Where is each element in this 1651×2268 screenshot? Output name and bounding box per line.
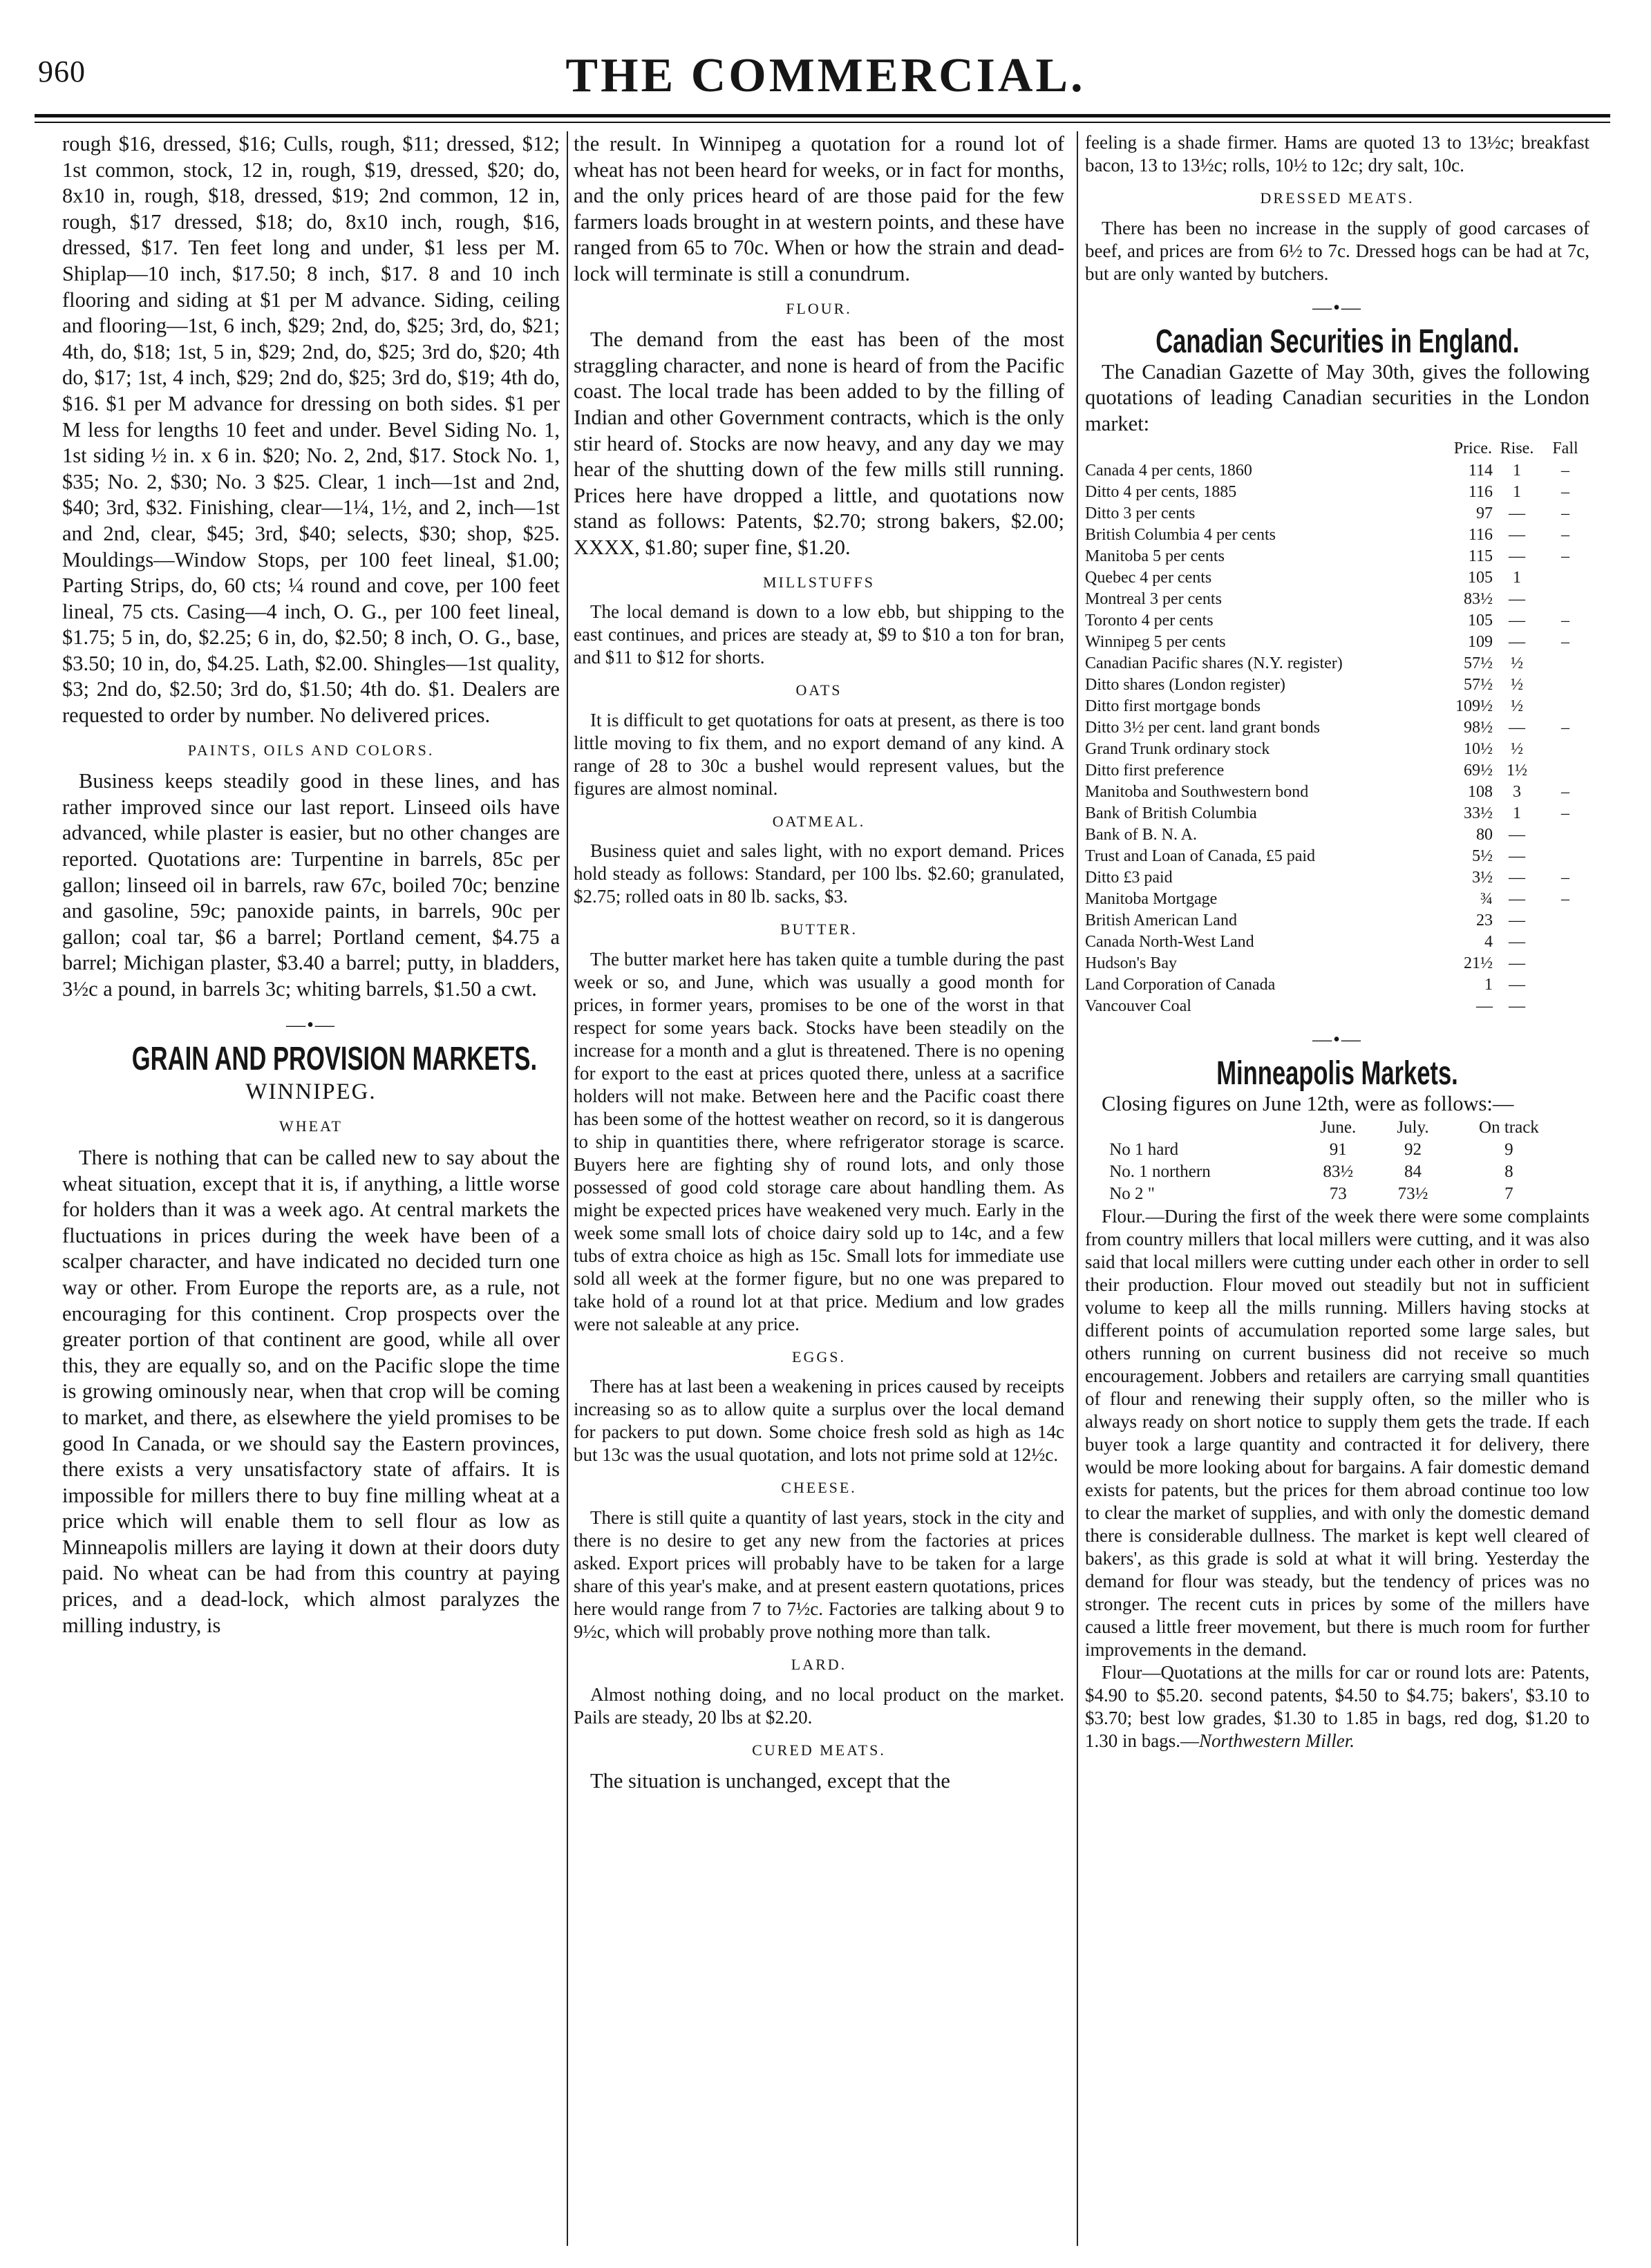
column-header: July. xyxy=(1397,1118,1429,1137)
security-name: Vancouver Coal xyxy=(1085,996,1191,1015)
column-1 xyxy=(62,131,560,2260)
wheat-june: 83½ xyxy=(1323,1162,1354,1182)
securities-row xyxy=(1085,460,1589,482)
column-divider xyxy=(1077,131,1078,2246)
security-rise: — xyxy=(1509,825,1525,844)
wheat-continued-text: the result. In Winnipeg a quotation for a round lot of wheat has not been heard for weeks, or in fact for months, and the only prices heard of are those paid for the few farmers loads brought in at western points, and these have ranged from 65 to 70c. When or how the strain and dead-lock will terminate is still a conundrum. xyxy=(574,132,1064,285)
source-credit: Northwestern Miller. xyxy=(1199,1730,1355,1752)
wheat-track: 8 xyxy=(1504,1162,1513,1182)
security-fall xyxy=(1541,910,1589,932)
security-price: 57½ xyxy=(1464,675,1493,694)
grain-provision-heading: GRAIN AND PROVISION MARKETS. xyxy=(131,1041,538,1078)
security-name: Montreal 3 per cents xyxy=(1085,589,1222,608)
security-rise: — xyxy=(1509,889,1525,908)
security-rise: ½ xyxy=(1511,675,1523,694)
security-rise: — xyxy=(1509,547,1525,565)
security-name: Ditto 4 per cents, 1885 xyxy=(1085,482,1237,501)
column-header: Rise. xyxy=(1500,439,1534,457)
cured-meats-heading: CURED MEATS. xyxy=(752,1741,886,1759)
security-fall: – xyxy=(1561,611,1569,630)
security-rise: — xyxy=(1509,718,1525,737)
security-price: 116 xyxy=(1468,482,1493,501)
security-price: 10½ xyxy=(1464,739,1493,758)
column-header: On track xyxy=(1479,1118,1539,1137)
paints-heading: PAINTS, OILS AND COLORS. xyxy=(187,741,435,759)
security-price: ¾ xyxy=(1480,889,1493,908)
security-rise: — xyxy=(1509,525,1525,544)
security-name: Quebec 4 per cents xyxy=(1085,568,1212,587)
oats-text: It is difficult to get quotations for oats at present, as there is too little moving to fix them, and no export demand of any kind. A range of 28 to 30c a bushel would represent values, but the figures are almost nominal. xyxy=(574,709,1064,799)
millstuffs-heading: MILLSTUFFS xyxy=(762,573,876,591)
security-fall: – xyxy=(1561,632,1569,651)
security-rise: 1½ xyxy=(1507,761,1527,779)
security-price: 4 xyxy=(1484,932,1493,951)
eggs-heading: EGGS. xyxy=(792,1348,846,1365)
cheese-heading: CHEESE. xyxy=(781,1479,857,1497)
column-header: Fall xyxy=(1552,439,1578,457)
security-price: 5½ xyxy=(1472,847,1493,865)
security-fall: – xyxy=(1561,461,1569,480)
security-rise: 1 xyxy=(1513,461,1521,480)
securities-intro: The Canadian Gazette of May 30th, gives the following quotations of leading Canadian securities in the London market: xyxy=(1085,359,1589,435)
security-rise: — xyxy=(1509,504,1525,522)
security-rise: — xyxy=(1509,911,1525,929)
minneapolis-table xyxy=(1105,1117,1569,1205)
wheat-grade: No 2 " xyxy=(1109,1184,1155,1204)
security-fall: – xyxy=(1561,547,1569,565)
butter-heading: BUTTER. xyxy=(780,920,858,938)
wheat-grade: No 1 hard xyxy=(1109,1140,1179,1160)
minneapolis-row xyxy=(1105,1183,1569,1205)
security-name: Toronto 4 per cents xyxy=(1085,611,1214,630)
security-price: 3½ xyxy=(1472,868,1493,887)
column-2 xyxy=(574,131,1064,2260)
section-ornament: —•— xyxy=(1312,296,1362,319)
wheat-june: 73 xyxy=(1329,1184,1347,1204)
cured-meats-text: The situation is unchanged, except that the xyxy=(590,1769,950,1793)
security-name: Manitoba and Southwestern bond xyxy=(1085,782,1309,801)
security-fall: – xyxy=(1561,482,1569,501)
security-price: 108 xyxy=(1468,782,1493,801)
wheat-july: 92 xyxy=(1404,1140,1422,1160)
security-fall: – xyxy=(1561,504,1569,522)
lumber-prices-text: rough $16, dressed, $16; Culls, rough, $11; dressed, $12; 1st common, stock, 12 in, rough, $19, dressed, $20; do, 8x10 in, rough, $18, dressed, $19; 2nd common, 12 in, rough, $17 dressed, $18; do, 8x10 inch, rough, $16, dressed, $17. Ten feet long and under, $1 less per M. Shiplap—10 inch, $17.50; 8 inch, $17. 8 and 10 inch flooring and siding at $1 per M advance. Siding, ceiling and flooring—1st, 6 inch, $29; 2nd, do, $25; 3rd, do, $21; 4th, do, $18; 1st, 5 in, $29; 2nd, do, $25; 3rd do, $20; 4th do, $17; 1st, 4 inch, $29; 2nd do, $25; 3rd do, $19; 4th do, $16. $1 per M advance for dressing on both sides. $1 per M less for lengths 10 feet and under. Bevel Siding No. 1, 1st siding ½ in. x 6 in. $20; No. 2, 2nd, $17. Stock No. 1, $35; No. 2, $30; No. 3 $25. Clear, 1 inch—1st and 2nd, $40; 3rd, $32. Finishing, clear—1¼, 1½, and 2, inch—1st and 2nd, clear, $45; 3rd, $40; selects, $30; shop, $25. Mouldings—Window Stops, per 100 feet lineal, $1.00; Parting Strips, do, 60 cts; ¼ round and cove, per 100 feet lineal, 75 cts. Casing—4 inch, O. G., per 100 feet lineal, $1.75; 5 in, do, $2.25; 6 in, do, $2.50; 8 inch, O. G., base, $3.50; 10 in, do, $4.25. Lath, $2.00. Shingles—1st quality, $3; 2nd do, $2.50; 3rd do, $1.50; 4th do. $1. Dealers are requested to order by number. No delivered prices. xyxy=(62,132,560,728)
security-price: 109 xyxy=(1468,632,1493,651)
security-rise: — xyxy=(1509,611,1525,630)
security-rise: — xyxy=(1509,847,1525,865)
security-fall xyxy=(1541,739,1589,760)
security-name: Ditto shares (London register) xyxy=(1085,675,1285,694)
security-price: 80 xyxy=(1476,825,1493,844)
security-name: Bank of British Columbia xyxy=(1085,804,1257,822)
securities-row xyxy=(1085,824,1589,846)
flour-text: The demand from the east has been of the most straggling character, and none is heard of from the Pacific coast. The local trade has been added to by the filling of Indian and other Government contracts, which is the only stir heard of. Stocks are now heavy, and any day we may hear of the shutting down of the few mills still running. Prices here have dropped a little, and quotations now stand as follows: Patents, $2.70; strong bakers, $2.00; XXXX, $1.80; super fine, $1.20. xyxy=(574,328,1064,559)
column-divider xyxy=(567,131,568,2246)
minneapolis-heading: Minneapolis Markets. xyxy=(1216,1055,1458,1093)
security-name: Ditto 3 per cents xyxy=(1085,504,1196,522)
masthead: THE COMMERCIAL. xyxy=(565,49,1086,102)
column-header: June. xyxy=(1320,1118,1357,1137)
security-fall: – xyxy=(1561,889,1569,908)
security-name: Hudson's Bay xyxy=(1085,954,1177,972)
dressed-meats-text: There has been no increase in the supply of good carcases of beef, and prices are from 6½ to 7c. Dressed hogs can be had at 7c, but are only wanted by butchers. xyxy=(1085,217,1589,284)
securities-row xyxy=(1085,589,1589,610)
millstuffs-text: The local demand is down to a low ebb, but shipping to the east continues, and prices are steady at, $9 to $10 a ton for bran, and $11 to $12 for shorts. xyxy=(574,601,1064,668)
security-name: Bank of B. N. A. xyxy=(1085,825,1197,844)
wheat-track: 7 xyxy=(1504,1184,1513,1204)
securities-row xyxy=(1085,503,1589,525)
securities-row xyxy=(1085,953,1589,974)
column-header: Price. xyxy=(1453,439,1492,457)
securities-row xyxy=(1085,632,1589,653)
security-rise: — xyxy=(1509,932,1525,951)
minneapolis-row xyxy=(1105,1139,1569,1161)
security-fall xyxy=(1541,589,1589,610)
securities-row xyxy=(1085,525,1589,546)
security-fall: – xyxy=(1561,525,1569,544)
security-fall xyxy=(1541,760,1589,782)
security-name: British American Land xyxy=(1085,911,1237,929)
security-name: British Columbia 4 per cents xyxy=(1085,525,1276,544)
wheat-july: 84 xyxy=(1404,1162,1422,1182)
oats-heading: OATS xyxy=(795,681,842,699)
column-3 xyxy=(1085,131,1589,2260)
security-fall xyxy=(1541,846,1589,867)
eggs-text: There has at last been a weakening in prices caused by receipts increasing so as to allow quite a surplus over the local demand for packers to put down. Some choice fresh sold as high as 14c but 13c was the usual quotation, and lots not prime sold at 12½c. xyxy=(574,1376,1064,1466)
security-price: 114 xyxy=(1468,461,1493,480)
minneapolis-rows xyxy=(1105,1139,1569,1205)
securities-row xyxy=(1085,889,1589,910)
security-name: Canada North-West Land xyxy=(1085,932,1254,951)
winnipeg-heading: WINNIPEG. xyxy=(245,1079,377,1104)
security-rise: ½ xyxy=(1511,697,1523,715)
minneapolis-header-row xyxy=(1105,1117,1569,1139)
security-fall xyxy=(1541,696,1589,717)
security-name: Ditto first preference xyxy=(1085,761,1225,779)
securities-row xyxy=(1085,760,1589,782)
security-fall xyxy=(1541,824,1589,846)
security-fall xyxy=(1541,974,1589,996)
security-rise: — xyxy=(1509,975,1525,994)
header-rule-thin xyxy=(35,122,1610,123)
securities-table xyxy=(1085,437,1589,1017)
wheat-june: 91 xyxy=(1329,1140,1347,1160)
securities-row xyxy=(1085,696,1589,717)
security-rise: 3 xyxy=(1513,782,1521,801)
security-price: 97 xyxy=(1476,504,1493,522)
security-name: Canada 4 per cents, 1860 xyxy=(1085,461,1252,480)
security-rise: — xyxy=(1509,632,1525,651)
security-price: 105 xyxy=(1468,611,1493,630)
paints-text: Business keeps steadily good in these lines, and has rather improved since our last report. Linseed oils have advanced, while plaster is easier, but no other changes are reported. Quotations are: Turpentine in barrels, 85c per gallon; linseed oil in barrels, raw 67c, boiled 70c; benzine and gasoline, 59c; panoxide paints, in barrels, 90c per gallon; coal tar, $6 a barrel; Portland cement, $4.75 a barrel; Michigan plaster, $3.40 a barrel; putty, in bladders, 3½c a pound, in barrels 3c; whiting barrels, $1.50 a cwt. xyxy=(62,769,560,1001)
security-fall xyxy=(1541,674,1589,696)
securities-row xyxy=(1085,717,1589,739)
security-fall: – xyxy=(1561,804,1569,822)
wheat-track: 9 xyxy=(1504,1140,1513,1160)
security-rise: 1 xyxy=(1513,482,1521,501)
security-name: Land Corporation of Canada xyxy=(1085,975,1276,994)
security-price: 69½ xyxy=(1464,761,1493,779)
page-number: 960 xyxy=(38,55,86,88)
dressed-meats-heading: DRESSED MEATS. xyxy=(1260,189,1415,207)
security-price: — xyxy=(1476,996,1493,1015)
minneapolis-flour-text: Flour.—During the first of the week there were some complaints from country millers that local millers were cutting, and it was also said that local millers were cutting under each other in order to sell their production. Flour moved out steadily but not in sufficient volume to keep all the mills running. Millers having stocks at different points of accumulation reported some large sales, but others running on current business did not receive so much encouragement. Jobbers and retailers are carrying small quantities of flour and renewing their supply often, so the miller who is always ready on short notice to supply them gets the trade. If each buyer took a large quantity and contracted it for delivery, there would be more looking about for bargains. A fair domestic demand exists for patents, but the prices for them abroad continue too low to clear the market of supplies, and with only the domestic demand there is considerable dullness. The market is kept well cleared of bakers', as this grade is sold at what it will bring. Yesterday the demand for flour was steady, but the tendency of prices was no stronger. The recent cuts in prices by some of the millers have caused a little freer movement, but there is much room for further improvements in the demand. xyxy=(1085,1206,1589,1661)
security-rise: ½ xyxy=(1511,654,1523,672)
securities-row xyxy=(1085,653,1589,674)
security-fall: – xyxy=(1561,782,1569,801)
section-ornament: —•— xyxy=(1312,1028,1362,1050)
security-fall: – xyxy=(1561,718,1569,737)
security-rise: — xyxy=(1509,868,1525,887)
minneapolis-intro: Closing figures on June 12th, were as follows:— xyxy=(1102,1091,1514,1115)
security-price: 98½ xyxy=(1464,718,1493,737)
security-price: 109½ xyxy=(1455,697,1493,715)
security-price: 115 xyxy=(1468,547,1493,565)
securities-row xyxy=(1085,932,1589,953)
securities-row xyxy=(1085,674,1589,696)
security-name: Winnipeg 5 per cents xyxy=(1085,632,1226,651)
security-fall xyxy=(1541,953,1589,974)
wheat-grade: No. 1 northern xyxy=(1109,1162,1211,1182)
security-price: 57½ xyxy=(1464,654,1493,672)
security-name: Trust and Loan of Canada, £5 paid xyxy=(1085,847,1316,865)
security-price: 21½ xyxy=(1464,954,1493,972)
securities-row xyxy=(1085,782,1589,803)
security-price: 105 xyxy=(1468,568,1493,587)
security-rise: — xyxy=(1509,996,1525,1015)
securities-row xyxy=(1085,910,1589,932)
security-name: Ditto first mortgage bonds xyxy=(1085,697,1261,715)
oatmeal-text: Business quiet and sales light, with no export demand. Prices hold steady as follows: Standard, per 100 lbs. $2.60; granulated, $2.75; rolled oats in 80 lb. sacks, $3. xyxy=(574,840,1064,907)
securities-row xyxy=(1085,739,1589,760)
security-fall xyxy=(1541,932,1589,953)
butter-text: The butter market here has taken quite a tumble during the past week or so, and June, which was usually a good month for prices, in former years, promises to be one of the worst in that respect for some years back. Stocks have been steadily on the increase for a month and a glut is threatened. There is no opening for export to the east at prices quoted there, unless at a sacrifice holders will not make. Between here and the Pacific coast there has been some of the hottest weather on record, so it is dangerous to ship in quantities there, where refrigerator storage is scarce. Buyers here are fighting shy of round lots, and only those possessed of good cold storage care about handling them. As might be expected prices have weakened very much. Early in the week some small lots of choice dairy sold up to 14c, and a few tubs of extra choice as high as 15c. Small lots for immediate use sold all week at the former figure, but no one was prepared to take hold of a round lot at that price. Medium and low grades were not saleable at any price. xyxy=(574,948,1064,1334)
securities-row xyxy=(1085,846,1589,867)
security-name: Manitoba Mortgage xyxy=(1085,889,1218,908)
wheat-july: 73½ xyxy=(1397,1184,1428,1204)
securities-row xyxy=(1085,546,1589,567)
security-name: Ditto £3 paid xyxy=(1085,868,1173,887)
lard-heading: LARD. xyxy=(791,1656,847,1674)
securities-row xyxy=(1085,803,1589,824)
wheat-text: There is nothing that can be called new to say about the wheat situation, except that it is, if anything, a little worse for holders than it was a week ago. At central markets the fluctuations in prices during the week have been of a scalper character, and have indicated no decided turn one way or other. From Europe the reports are, as a rule, not encouraging for this continent. Crop prospects over the greater portion of that continent are good, while all over this, they are equally so, and on the Pacific slope the time is growing ominously near, when that crop will be coming to market, and there, as elsewhere the yield promises to be good In Canada, or we should say the Eastern provinces, there exists a very unsatisfactory state of affairs. It is impossible for millers there to buy fine milling wheat at a price which will enable them to sell flour as low as Minneapolis millers are laying it down at their doors duty paid. No wheat can be had from this country at paying prices, and a dead-lock, which almost paralyzes the milling industry, is xyxy=(62,1145,560,1637)
securities-row xyxy=(1085,974,1589,996)
security-name: Canadian Pacific shares (N.Y. register) xyxy=(1085,654,1343,672)
securities-row xyxy=(1085,996,1589,1017)
security-name: Grand Trunk ordinary stock xyxy=(1085,739,1270,758)
header-rule xyxy=(35,114,1610,117)
security-fall xyxy=(1541,567,1589,589)
flour-heading: FLOUR. xyxy=(786,299,852,317)
cheese-text: There is still quite a quantity of last years, stock in the city and there is no desire to get any new from the factories at prices asked. Export prices will probably have to be taken for a large share of this year's make, and at present eastern quotations, prices here would range from 7 to 7½c. Factories are talking about 9 to 9½c, which will probably prove nothing more than talk. xyxy=(574,1507,1064,1643)
lard-text: Almost nothing doing, and no local product on the market. Pails are steady, 20 lbs at $2.20. xyxy=(574,1683,1064,1728)
securities-header-row xyxy=(1085,437,1589,460)
securities-row xyxy=(1085,610,1589,632)
security-rise: — xyxy=(1509,954,1525,972)
security-rise: — xyxy=(1509,589,1525,608)
security-rise: 1 xyxy=(1513,568,1521,587)
oatmeal-heading: OATMEAL. xyxy=(772,812,866,830)
securities-row xyxy=(1085,567,1589,589)
security-price: 1 xyxy=(1484,975,1493,994)
security-fall xyxy=(1541,996,1589,1017)
security-name: Manitoba 5 per cents xyxy=(1085,547,1225,565)
security-price: 23 xyxy=(1476,911,1493,929)
minneapolis-row xyxy=(1105,1161,1569,1183)
security-price: 116 xyxy=(1468,525,1493,544)
securities-row xyxy=(1085,482,1589,503)
wheat-heading: WHEAT xyxy=(279,1117,343,1135)
security-fall xyxy=(1541,653,1589,674)
canadian-securities-heading: Canadian Securities in England. xyxy=(1155,323,1520,361)
security-price: 83½ xyxy=(1464,589,1493,608)
security-name: Ditto 3½ per cent. land grant bonds xyxy=(1085,718,1320,737)
security-price: 33½ xyxy=(1464,804,1493,822)
securities-rows xyxy=(1085,460,1589,1017)
section-ornament: —•— xyxy=(286,1014,336,1036)
cured-meats-continued-text: feeling is a shade firmer. Hams are quoted 13 to 13½c; breakfast bacon, 13 to 13½c; rolls, 10½ to 12c; dry salt, 10c. xyxy=(1085,132,1589,176)
flour-quotations: Flour—Quotations at the mills for car or round lots are: Patents, $4.90 to $5.20. second patents, $4.50 to $4.75; bakers', $3.10 to $3.70; best low grades, $1.30 to 1.85 in bags, red dog, $1.20 to 1.30 in bags. xyxy=(1085,1662,1589,1752)
securities-row xyxy=(1085,867,1589,889)
security-rise: 1 xyxy=(1513,804,1521,822)
security-fall: – xyxy=(1561,868,1569,887)
flour-quotations-text: Flour—Quotations at the mills for car or round lots are: Patents, $4.90 to $5.20. second patents, $4.50 to $4.75; bakers', $3.10 to $3.70; best low grades, $1.30 to 1.85 in bags, red dog, $1.20 to 1.30 in bags.—Northwestern Miller. xyxy=(1085,1662,1589,1752)
security-rise: ½ xyxy=(1511,739,1523,758)
